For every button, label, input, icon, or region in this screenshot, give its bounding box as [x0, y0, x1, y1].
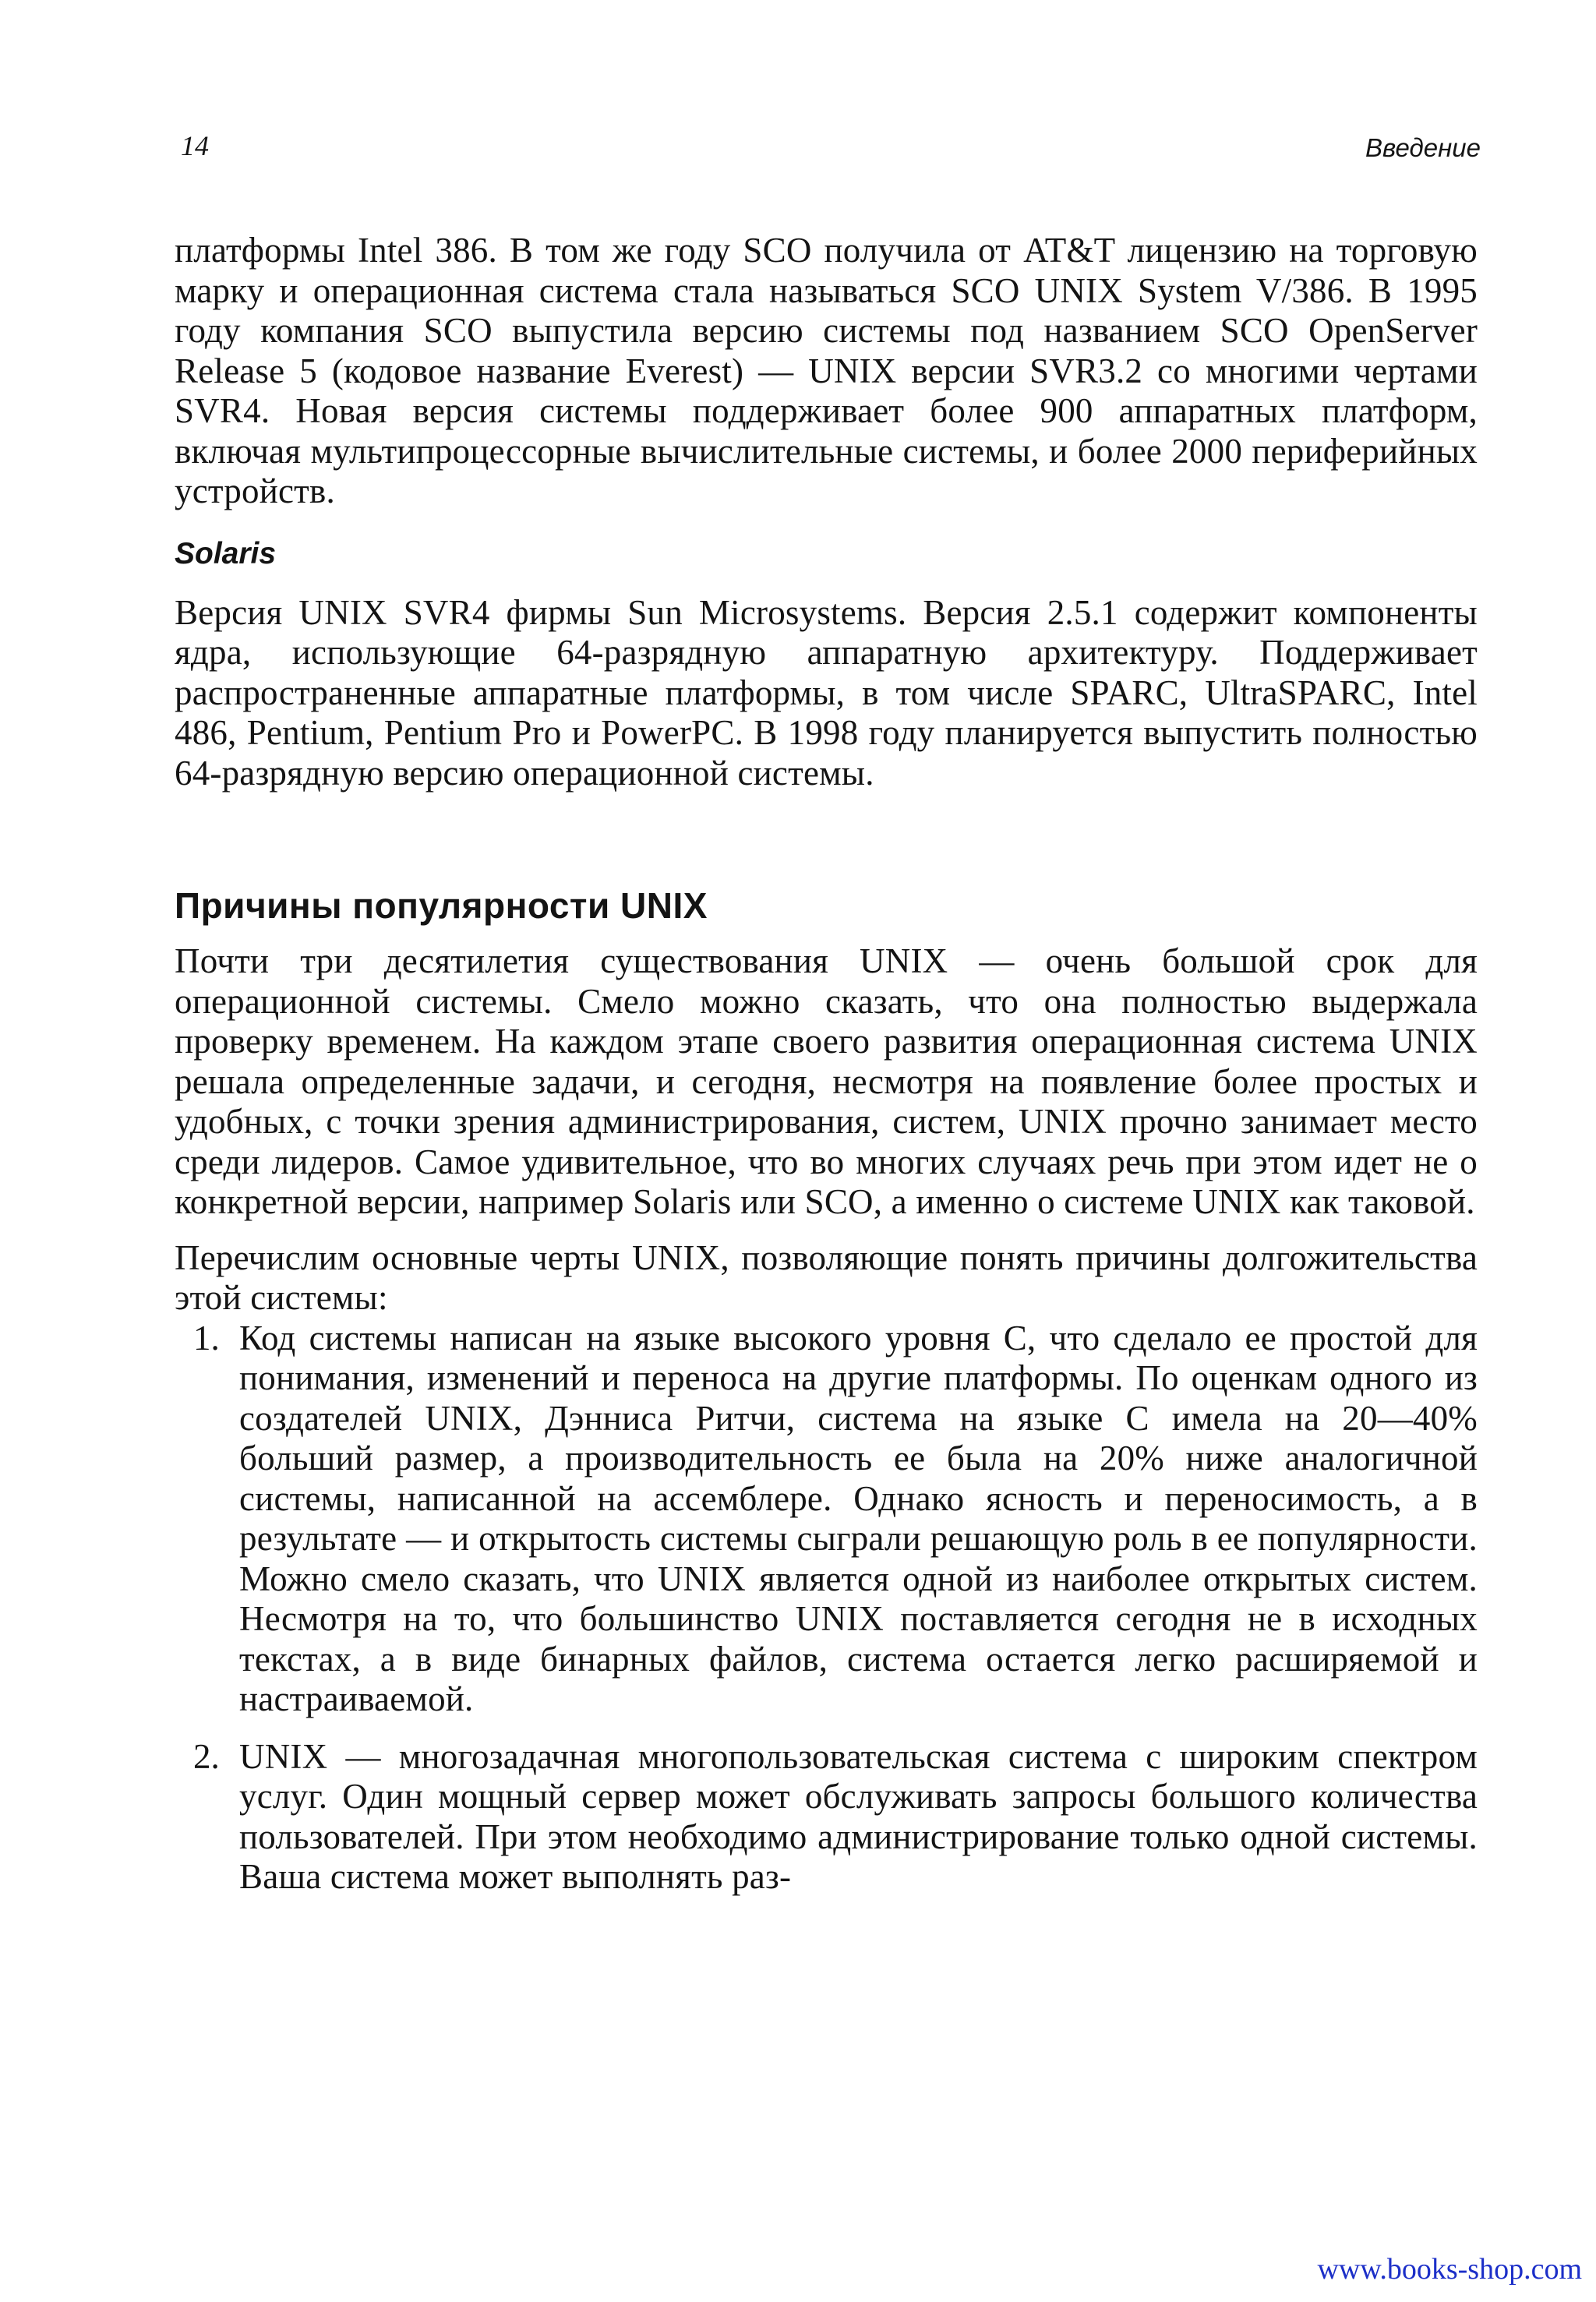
intro-paragraph: платформы Intel 386. В том же году SCO получила от AT&T лицензию на торговую марку и операционная система стала называться SCO UNIX System V/386. В 1995 году компания SCO выпустила версию системы под названием SCO OpenServer Release 5 (кодовое название Everest) — UNIX версии SVR3.2 со многими чертами SVR4. Новая версия системы поддерживает более 900 аппаратных платформ, включая мультипроцессорные вычислительные системы, и более 2000 периферийных устройств.	[175, 231, 1478, 510]
page-number: 14	[181, 130, 209, 161]
solaris-paragraph: Версия UNIX SVR4 фирмы Sun Microsystems. Версия 2.5.1 содержит компоненты ядра, использующие 64-разрядную аппаратную архитектуру. Поддерживает распространенные аппаратные платформы, в том числе SPARC, UltraSPARC, Intel 486, Pentium, Pentium Pro и PowerPC. В 1998 году планируется выпустить полностью 64-разрядную версию операционной системы.	[175, 592, 1478, 793]
popularity-paragraph-2: Перечислим основные черты UNIX, позволяющие понять причины долгожительства этой системы:	[175, 1238, 1478, 1317]
popularity-heading: Причины популярности UNIX	[175, 885, 708, 926]
list-item-text: Код системы написан на языке высокого уровня C, что сделало ее простой для понимания, изменений и переноса на другие платформы. По оценкам одного из создателей UNIX, Дэнниса Ритчи, система на языке C имела на 20—40% больший размер, а производительность ее была на 20% ниже аналогичной системы, написанной на ассемблере. Однако ясность и переносимость, а в результате — и открытость системы сыграли решающую роль в ее популярности. Можно смело сказать, что UNIX является одной из наиболее открытых систем. Несмотря на то, что большинство UNIX поставляется сегодня не в исходных текстах, а в виде бинарных файлов, система остается легко расширяемой и настраиваемой.	[239, 1318, 1478, 1718]
list-item-marker: 2.	[193, 1736, 220, 1776]
popularity-paragraph-1: Почти три десятилетия существования UNIX — очень большой срок для операционной системы. Смело можно сказать, что она полностью выдержала проверку временем. На каждом этапе своего развития операционная система UNIX решала определенные задачи, и сегодня, несмотря на появление более простых и удобных, с точки зрения администрирования, систем, UNIX прочно занимает место среди лидеров. Самое удивительное, что во многих случаях речь при этом идет не о конкретной версии, например Solaris или SCO, а именно о системе UNIX как таковой.	[175, 941, 1478, 1221]
running-header-section-title: Введение	[1365, 133, 1481, 162]
footer-website-link[interactable]: www.books-shop.com	[1317, 2253, 1582, 2286]
page-content	[175, 231, 1478, 1898]
list-item	[175, 1737, 1478, 1898]
features-list	[175, 1319, 1478, 1898]
list-item-marker: 1.	[193, 1318, 220, 1358]
solaris-heading: Solaris	[175, 536, 277, 570]
list-item	[175, 1319, 1478, 1720]
list-item-text: UNIX — многозадачная многопользовательская система с широким спектром услуг. Один мощный сервер может обслуживать запросы большого количества пользователей. При этом необходимо администрирование только одной системы. Ваша система может выполнять раз-	[239, 1736, 1478, 1896]
